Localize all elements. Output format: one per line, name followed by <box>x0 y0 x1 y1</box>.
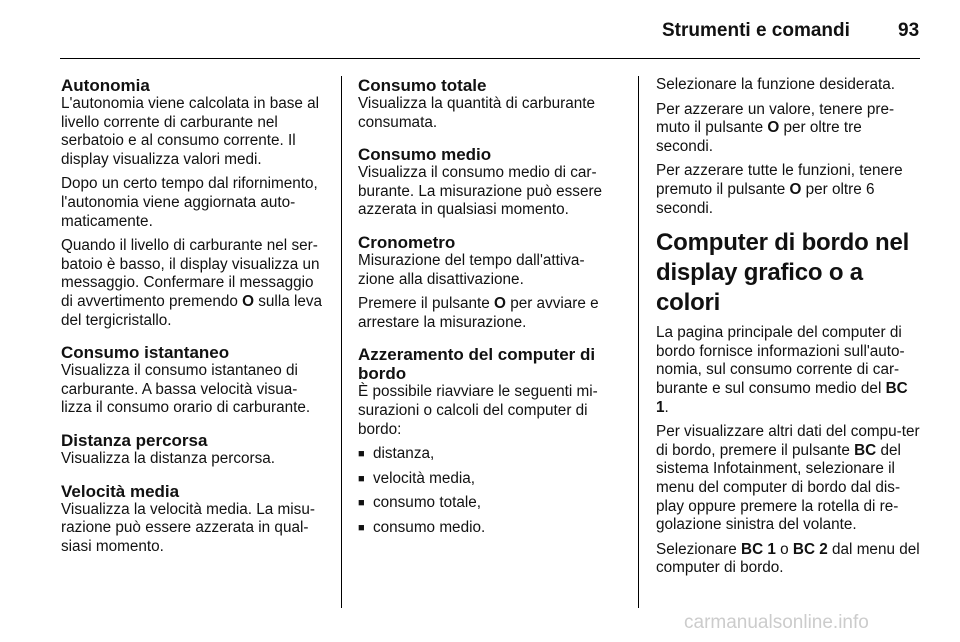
section-title: Strumenti e comandi <box>662 20 850 41</box>
button-label: O <box>767 119 780 137</box>
section-velocita-media <box>61 482 326 557</box>
paragraph: L'autonomia viene calcolata in base al livello corrente di carburante nel serbatoio e al consumo corrente. Il display visualizza valori medi. <box>61 95 320 168</box>
paragraph: Selezionare la funzione desiderata. <box>656 76 895 93</box>
paragraph: Visualizza il consumo medio di car-burante. La misurazione può essere azzerata in qualsiasi momento. <box>358 164 603 219</box>
text: per oltre tre secondi. <box>656 119 862 155</box>
text: . <box>664 398 669 416</box>
heading-velocita-media: Velocità media <box>61 481 180 501</box>
reset-list <box>358 445 620 537</box>
paragraph: Visualizza il consumo istantaneo di carburante. A bassa velocità visua-lizza il consumo orario di carburante. <box>61 362 311 417</box>
paragraph: Visualizza la quantità di carburante consumata. <box>358 95 595 131</box>
text: Per azzerare tutte le funzioni, tenere premuto il pulsante <box>656 162 903 198</box>
watermark: carmanualsonline.info <box>684 612 869 633</box>
heading-azzeramento: Azzeramento del computer di bordo <box>358 345 596 384</box>
paragraph <box>656 541 922 578</box>
heading-consumo-totale: Consumo totale <box>358 76 487 95</box>
paragraph: Visualizza la distanza percorsa. <box>61 449 275 467</box>
section-consumo-istantaneo <box>61 343 326 418</box>
paragraph: Misurazione del tempo dall'attiva-zione alla disattivazione. <box>358 251 585 288</box>
button-label: BC <box>854 441 877 459</box>
column-divider-2 <box>638 76 639 608</box>
text: o <box>775 540 793 558</box>
list-item: ■ consumo totale, <box>358 494 620 513</box>
column-divider-1 <box>341 76 342 608</box>
heading-distanza-percorsa: Distanza percorsa <box>61 430 208 450</box>
section-consumo-medio <box>358 145 620 220</box>
section-azzeramento <box>358 345 620 537</box>
menu-label: BC 1 <box>656 379 908 416</box>
paragraph <box>61 237 326 330</box>
section-cronometro <box>358 233 620 332</box>
paragraph <box>656 423 922 535</box>
paragraph: Visualizza la velocità media. La misu-razione può essere azzerata in qual-siasi momento. <box>61 500 315 555</box>
section-consumo-totale <box>358 76 620 132</box>
text: per oltre 6 secondi. <box>656 180 875 217</box>
column-3 <box>656 76 922 584</box>
page-header <box>0 0 960 60</box>
header-divider <box>60 58 920 59</box>
paragraph <box>656 324 922 417</box>
heading-consumo-istantaneo: Consumo istantaneo <box>61 343 230 363</box>
text: per avviare e arrestare la misurazione. <box>358 295 599 331</box>
menu-label: BC 2 <box>792 540 828 558</box>
text: Selezionare <box>656 540 742 558</box>
text: La pagina principale del computer di bordo fornisce informazioni sull'auto-nomia, sul consumo corrente di car-burante e sul consumo medio del <box>656 324 905 397</box>
paragraph: È possibile riavviare le seguenti mi-surazioni o calcoli del computer di bordo: <box>358 383 598 438</box>
paragraph <box>656 101 922 157</box>
column-2 <box>358 76 620 551</box>
text: Per visualizzare altri dati del compu-ter di bordo, premere il pulsante <box>656 423 920 459</box>
page-number: 93 <box>898 20 920 41</box>
heading-consumo-medio: Consumo medio <box>358 145 492 165</box>
list-item: ■ distanza, <box>358 445 620 464</box>
list-item: ■ velocità media, <box>358 470 620 489</box>
text: dal menu del computer di bordo. <box>656 540 920 577</box>
text: Per azzerare un valore, tenere pre-muto il pulsante <box>656 100 895 137</box>
section-autonomia <box>61 76 326 330</box>
column-1 <box>61 76 326 569</box>
heading-cronometro: Cronometro <box>358 232 456 252</box>
list-item: ■ consumo medio. <box>358 519 620 538</box>
paragraph: Dopo un certo tempo dal rifornimento, l'autonomia viene aggiornata auto-maticamente. <box>61 175 318 230</box>
button-label: O <box>789 180 802 198</box>
section-distanza-percorsa <box>61 431 326 469</box>
text: del sistema Infotainment, selezionare il menu del computer di bordo dal dis-play oppure premere la rotella di re-golazione sinistra del volante. <box>656 441 901 534</box>
paragraph <box>656 162 922 218</box>
button-label: O <box>242 292 255 310</box>
button-label: O <box>494 295 506 313</box>
heading-computer-di-bordo: Computer di bordo nel display grafico o a colori <box>656 229 910 317</box>
text: Quando il livello di carburante nel ser-batoio è basso, il display visualizza un messaggio. Confermare il messaggio di avvertimento premendo <box>61 237 320 310</box>
menu-label: BC 1 <box>741 540 776 558</box>
paragraph <box>358 295 620 332</box>
text: sulla leva del tergicristallo. <box>61 292 323 329</box>
heading-autonomia: Autonomia <box>61 76 150 95</box>
text: Premere il pulsante <box>358 295 495 313</box>
